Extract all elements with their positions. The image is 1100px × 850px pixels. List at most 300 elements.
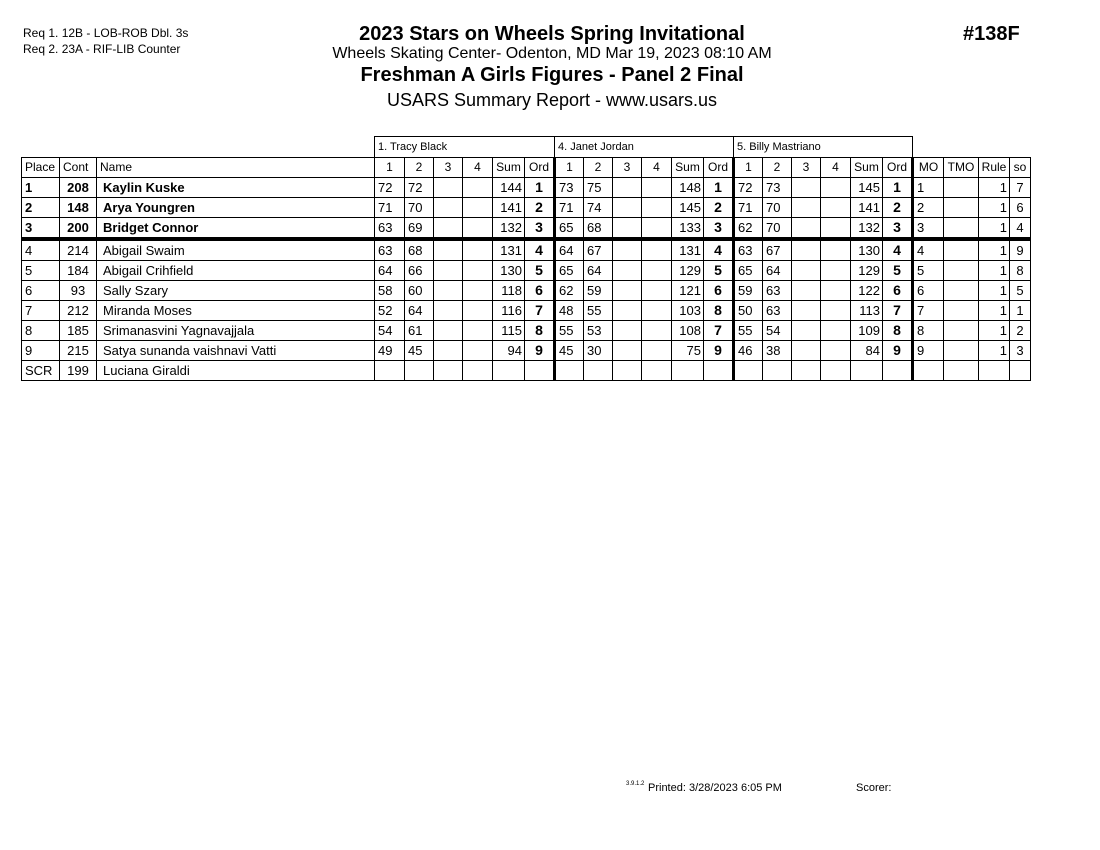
ordinal-cell: [883, 361, 913, 381]
score-cell: [642, 218, 672, 240]
so-cell: 2: [1010, 321, 1031, 341]
score-cell: 62: [555, 281, 584, 301]
ordinal-cell: 8: [525, 321, 555, 341]
sum-cell: 130: [493, 261, 525, 281]
sum-cell: 141: [851, 198, 883, 218]
score-cell: 62: [734, 218, 763, 240]
rule-cell: 1: [979, 281, 1010, 301]
score-cell: 73: [763, 178, 792, 198]
score-cell: [613, 218, 642, 240]
ordinal-cell: 1: [883, 178, 913, 198]
skater-name: Abigail Swaim: [97, 239, 375, 261]
contestant-number: 184: [60, 261, 97, 281]
score-cell: [613, 341, 642, 361]
rule-cell: 1: [979, 321, 1010, 341]
score-cell: [821, 178, 851, 198]
mo-cell: 5: [913, 261, 944, 281]
so-cell: 8: [1010, 261, 1031, 281]
score-cell: [613, 178, 642, 198]
mo-cell: [913, 361, 944, 381]
sum-cell: 129: [672, 261, 704, 281]
score-cell: [821, 198, 851, 218]
score-cell: [792, 301, 821, 321]
event-title: Freshman A Girls Figures - Panel 2 Final: [360, 64, 744, 86]
ordinal-cell: 2: [883, 198, 913, 218]
score-cell: 54: [763, 321, 792, 341]
score-cell: 65: [734, 261, 763, 281]
ordinal-cell: 6: [883, 281, 913, 301]
mo-cell: 2: [913, 198, 944, 218]
score-cell: [463, 341, 493, 361]
table-row: [22, 218, 1031, 240]
so-cell: 5: [1010, 281, 1031, 301]
ordinal-cell: 3: [525, 218, 555, 240]
score-cell: 53: [584, 321, 613, 341]
score-cell: [613, 261, 642, 281]
score-cell: [792, 261, 821, 281]
skater-name: Miranda Moses: [97, 301, 375, 321]
place-cell: 6: [22, 281, 60, 301]
sum-cell: 122: [851, 281, 883, 301]
ordinal-cell: 6: [704, 281, 734, 301]
col-score-s1: 1: [555, 158, 584, 178]
score-cell: 72: [405, 178, 434, 198]
col-score-s4: 4: [821, 158, 851, 178]
col-mo: MO: [913, 158, 944, 178]
judge-1-name: 1. Tracy Black: [375, 137, 555, 158]
contestant-number: 208: [60, 178, 97, 198]
score-cell: 65: [555, 261, 584, 281]
score-cell: [792, 178, 821, 198]
ordinal-cell: 4: [525, 239, 555, 261]
place-cell: 5: [22, 261, 60, 281]
score-cell: 70: [405, 198, 434, 218]
score-cell: [463, 239, 493, 261]
col-name: Name: [97, 158, 375, 178]
rule-cell: 1: [979, 239, 1010, 261]
score-cell: [821, 301, 851, 321]
score-cell: [434, 178, 463, 198]
mo-cell: 1: [913, 178, 944, 198]
rule-cell: 1: [979, 261, 1010, 281]
sum-cell: 132: [493, 218, 525, 240]
score-cell: [463, 361, 493, 381]
score-cell: [463, 178, 493, 198]
sum-cell: 129: [851, 261, 883, 281]
ordinal-cell: [704, 361, 734, 381]
sum-cell: 103: [672, 301, 704, 321]
score-cell: [613, 321, 642, 341]
table-row: [22, 321, 1031, 341]
score-cell: [821, 261, 851, 281]
col-score-s1: 1: [734, 158, 763, 178]
ordinal-cell: 6: [525, 281, 555, 301]
col-score-s3: 3: [792, 158, 821, 178]
col-sum: Sum: [851, 158, 883, 178]
score-cell: [792, 281, 821, 301]
sum-cell: [493, 361, 525, 381]
score-cell: [434, 218, 463, 240]
score-cell: 45: [555, 341, 584, 361]
score-cell: 68: [584, 218, 613, 240]
sum-cell: 115: [493, 321, 525, 341]
sum-cell: 132: [851, 218, 883, 240]
column-header-row: [22, 158, 1031, 178]
skater-name: Luciana Giraldi: [97, 361, 375, 381]
score-cell: 60: [405, 281, 434, 301]
score-cell: 64: [763, 261, 792, 281]
table-row: [22, 261, 1031, 281]
col-score-s2: 2: [763, 158, 792, 178]
score-cell: [642, 198, 672, 218]
score-cell: [613, 239, 642, 261]
score-cell: [463, 321, 493, 341]
score-cell: 48: [555, 301, 584, 321]
software-version: 3.9.1.2: [626, 781, 645, 787]
score-cell: 74: [584, 198, 613, 218]
table-row: [22, 198, 1031, 218]
score-cell: [434, 261, 463, 281]
score-cell: 38: [763, 341, 792, 361]
tmo-cell: [944, 178, 979, 198]
place-cell: 8: [22, 321, 60, 341]
score-cell: [821, 341, 851, 361]
score-cell: [642, 281, 672, 301]
mo-cell: 8: [913, 321, 944, 341]
so-cell: 6: [1010, 198, 1031, 218]
col-sum: Sum: [672, 158, 704, 178]
score-cell: 64: [555, 239, 584, 261]
score-cell: 66: [405, 261, 434, 281]
score-cell: [613, 198, 642, 218]
tmo-cell: [944, 361, 979, 381]
contestant-number: 214: [60, 239, 97, 261]
score-cell: [613, 301, 642, 321]
sum-cell: 133: [672, 218, 704, 240]
contestant-number: 212: [60, 301, 97, 321]
score-cell: 46: [734, 341, 763, 361]
so-cell: 9: [1010, 239, 1031, 261]
skater-name: Abigail Crihfield: [97, 261, 375, 281]
so-cell: 4: [1010, 218, 1031, 240]
ordinal-cell: 5: [704, 261, 734, 281]
score-cell: 63: [763, 301, 792, 321]
competition-title: 2023 Stars on Wheels Spring Invitational: [359, 23, 745, 45]
skater-name: Srimanasvini Yagnavajjala: [97, 321, 375, 341]
score-cell: 59: [584, 281, 613, 301]
tmo-cell: [944, 239, 979, 261]
sum-cell: 121: [672, 281, 704, 301]
score-cell: [642, 239, 672, 261]
skater-name: Satya sunanda vaishnavi Vatti: [97, 341, 375, 361]
so-cell: 7: [1010, 178, 1031, 198]
score-cell: [463, 218, 493, 240]
score-cell: [434, 321, 463, 341]
score-cell: [821, 321, 851, 341]
ordinal-cell: 8: [883, 321, 913, 341]
rule-cell: 1: [979, 218, 1010, 240]
contestant-number: 200: [60, 218, 97, 240]
score-cell: 58: [375, 281, 405, 301]
score-cell: 50: [734, 301, 763, 321]
sum-cell: 145: [672, 198, 704, 218]
sum-cell: 84: [851, 341, 883, 361]
ordinal-cell: 9: [704, 341, 734, 361]
score-cell: 59: [734, 281, 763, 301]
score-cell: 52: [375, 301, 405, 321]
col-score-s4: 4: [463, 158, 493, 178]
score-cell: [434, 341, 463, 361]
ordinal-cell: 5: [525, 261, 555, 281]
ordinal-cell: 8: [704, 301, 734, 321]
contestant-number: 215: [60, 341, 97, 361]
score-cell: [584, 361, 613, 381]
sum-cell: 108: [672, 321, 704, 341]
score-cell: 63: [734, 239, 763, 261]
sum-cell: 144: [493, 178, 525, 198]
so-cell: [1010, 361, 1031, 381]
sum-cell: 148: [672, 178, 704, 198]
ordinal-cell: 3: [704, 218, 734, 240]
score-cell: [821, 361, 851, 381]
place-cell: 3: [22, 218, 60, 240]
col-sum: Sum: [493, 158, 525, 178]
score-cell: 63: [763, 281, 792, 301]
col-ord: Ord: [704, 158, 734, 178]
table-row: [22, 239, 1031, 261]
score-cell: 65: [555, 218, 584, 240]
score-cell: [763, 361, 792, 381]
report-title: USARS Summary Report - www.usars.us: [386, 90, 718, 110]
sum-cell: 141: [493, 198, 525, 218]
table-row: [22, 281, 1031, 301]
score-cell: 67: [763, 239, 792, 261]
tmo-cell: [944, 198, 979, 218]
sum-cell: 109: [851, 321, 883, 341]
contestant-number: 148: [60, 198, 97, 218]
sum-cell: 118: [493, 281, 525, 301]
sum-cell: [851, 361, 883, 381]
tmo-cell: [944, 261, 979, 281]
score-cell: [792, 198, 821, 218]
skater-name: Sally Szary: [97, 281, 375, 301]
tmo-cell: [944, 321, 979, 341]
col-cont: Cont: [60, 158, 97, 178]
score-cell: [792, 218, 821, 240]
score-cell: [642, 361, 672, 381]
sum-cell: 75: [672, 341, 704, 361]
event-number: #138F: [963, 23, 1020, 45]
sum-cell: 145: [851, 178, 883, 198]
score-cell: [792, 239, 821, 261]
requirement-1: Req 1. 12B - LOB-ROB Dbl. 3s: [23, 26, 189, 40]
table-row: [22, 361, 1031, 381]
score-cell: [642, 261, 672, 281]
score-cell: [405, 361, 434, 381]
rule-cell: 1: [979, 198, 1010, 218]
col-ord: Ord: [883, 158, 913, 178]
score-cell: 55: [584, 301, 613, 321]
score-cell: [642, 321, 672, 341]
table-row: [22, 301, 1031, 321]
printed-timestamp: Printed: 3/28/2023 6:05 PM: [648, 782, 782, 794]
rule-cell: 1: [979, 178, 1010, 198]
score-cell: 30: [584, 341, 613, 361]
col-so: so: [1010, 158, 1031, 178]
score-cell: [613, 361, 642, 381]
score-cell: [821, 239, 851, 261]
skater-name: Bridget Connor: [97, 218, 375, 240]
score-cell: 72: [734, 178, 763, 198]
mo-cell: 6: [913, 281, 944, 301]
judge-2-name: 4. Janet Jordan: [555, 137, 734, 158]
scorer-label: Scorer:: [856, 782, 892, 794]
score-cell: 67: [584, 239, 613, 261]
skater-name: Kaylin Kuske: [97, 178, 375, 198]
place-cell: 1: [22, 178, 60, 198]
ordinal-cell: 9: [883, 341, 913, 361]
contestant-number: 199: [60, 361, 97, 381]
score-cell: 55: [555, 321, 584, 341]
score-cell: 54: [375, 321, 405, 341]
place-cell: 2: [22, 198, 60, 218]
score-cell: [613, 281, 642, 301]
score-cell: [792, 321, 821, 341]
sum-cell: 131: [493, 239, 525, 261]
score-cell: [434, 198, 463, 218]
place-cell: 4: [22, 239, 60, 261]
ordinal-cell: 7: [883, 301, 913, 321]
score-cell: [434, 239, 463, 261]
ordinal-cell: 5: [883, 261, 913, 281]
score-cell: 68: [405, 239, 434, 261]
venue-date: Wheels Skating Center- Odenton, MD Mar 19, 2023 08:10 AM: [332, 45, 772, 62]
col-score-s3: 3: [434, 158, 463, 178]
place-cell: 7: [22, 301, 60, 321]
score-cell: 72: [375, 178, 405, 198]
judge-3-name: 5. Billy Mastriano: [734, 137, 913, 158]
rule-cell: [979, 361, 1010, 381]
score-cell: [792, 341, 821, 361]
table-row: [22, 341, 1031, 361]
score-cell: [463, 198, 493, 218]
score-cell: [642, 341, 672, 361]
score-cell: [555, 361, 584, 381]
contestant-number: 93: [60, 281, 97, 301]
score-cell: 63: [375, 218, 405, 240]
score-cell: [792, 361, 821, 381]
tmo-cell: [944, 218, 979, 240]
ordinal-cell: [525, 361, 555, 381]
sum-cell: [672, 361, 704, 381]
score-cell: 61: [405, 321, 434, 341]
score-cell: [463, 261, 493, 281]
ordinal-cell: 7: [525, 301, 555, 321]
so-cell: 1: [1010, 301, 1031, 321]
contestant-number: 185: [60, 321, 97, 341]
score-cell: [821, 218, 851, 240]
so-cell: 3: [1010, 341, 1031, 361]
score-cell: 64: [375, 261, 405, 281]
col-tmo: TMO: [944, 158, 979, 178]
col-place: Place: [22, 158, 60, 178]
col-score-s4: 4: [642, 158, 672, 178]
score-cell: [434, 281, 463, 301]
ordinal-cell: 7: [704, 321, 734, 341]
ordinal-cell: 9: [525, 341, 555, 361]
rule-cell: 1: [979, 341, 1010, 361]
score-cell: 45: [405, 341, 434, 361]
tmo-cell: [944, 301, 979, 321]
score-cell: 70: [763, 218, 792, 240]
ordinal-cell: 4: [704, 239, 734, 261]
tmo-cell: [944, 281, 979, 301]
mo-cell: 4: [913, 239, 944, 261]
score-cell: 64: [405, 301, 434, 321]
mo-cell: 3: [913, 218, 944, 240]
score-cell: 75: [584, 178, 613, 198]
ordinal-cell: 4: [883, 239, 913, 261]
mo-cell: 7: [913, 301, 944, 321]
place-cell: 9: [22, 341, 60, 361]
sum-cell: 131: [672, 239, 704, 261]
col-ord: Ord: [525, 158, 555, 178]
requirement-2: Req 2. 23A - RIF-LIB Counter: [23, 42, 181, 56]
mo-cell: 9: [913, 341, 944, 361]
table-row: [22, 178, 1031, 198]
skater-name: Arya Youngren: [97, 198, 375, 218]
score-cell: 49: [375, 341, 405, 361]
score-cell: [463, 281, 493, 301]
col-score-s2: 2: [584, 158, 613, 178]
score-cell: 71: [555, 198, 584, 218]
score-cell: 70: [763, 198, 792, 218]
score-cell: 73: [555, 178, 584, 198]
tmo-cell: [944, 341, 979, 361]
sum-cell: 130: [851, 239, 883, 261]
score-cell: 63: [375, 239, 405, 261]
sum-cell: 113: [851, 301, 883, 321]
score-cell: 69: [405, 218, 434, 240]
score-cell: 71: [375, 198, 405, 218]
sum-cell: 116: [493, 301, 525, 321]
score-cell: [463, 301, 493, 321]
score-cell: 64: [584, 261, 613, 281]
rule-cell: 1: [979, 301, 1010, 321]
score-cell: [434, 361, 463, 381]
col-score-s1: 1: [375, 158, 405, 178]
place-cell: SCR: [22, 361, 60, 381]
results-table: [21, 136, 1031, 381]
col-rule: Rule: [979, 158, 1010, 178]
score-cell: 71: [734, 198, 763, 218]
sum-cell: 94: [493, 341, 525, 361]
col-score-s2: 2: [405, 158, 434, 178]
ordinal-cell: 3: [883, 218, 913, 240]
score-cell: 55: [734, 321, 763, 341]
ordinal-cell: 2: [525, 198, 555, 218]
ordinal-cell: 1: [704, 178, 734, 198]
judge-header-row: [22, 137, 1031, 158]
col-score-s3: 3: [613, 158, 642, 178]
score-cell: [821, 281, 851, 301]
score-cell: [642, 178, 672, 198]
score-cell: [434, 301, 463, 321]
score-cell: [375, 361, 405, 381]
ordinal-cell: 1: [525, 178, 555, 198]
score-cell: [642, 301, 672, 321]
ordinal-cell: 2: [704, 198, 734, 218]
